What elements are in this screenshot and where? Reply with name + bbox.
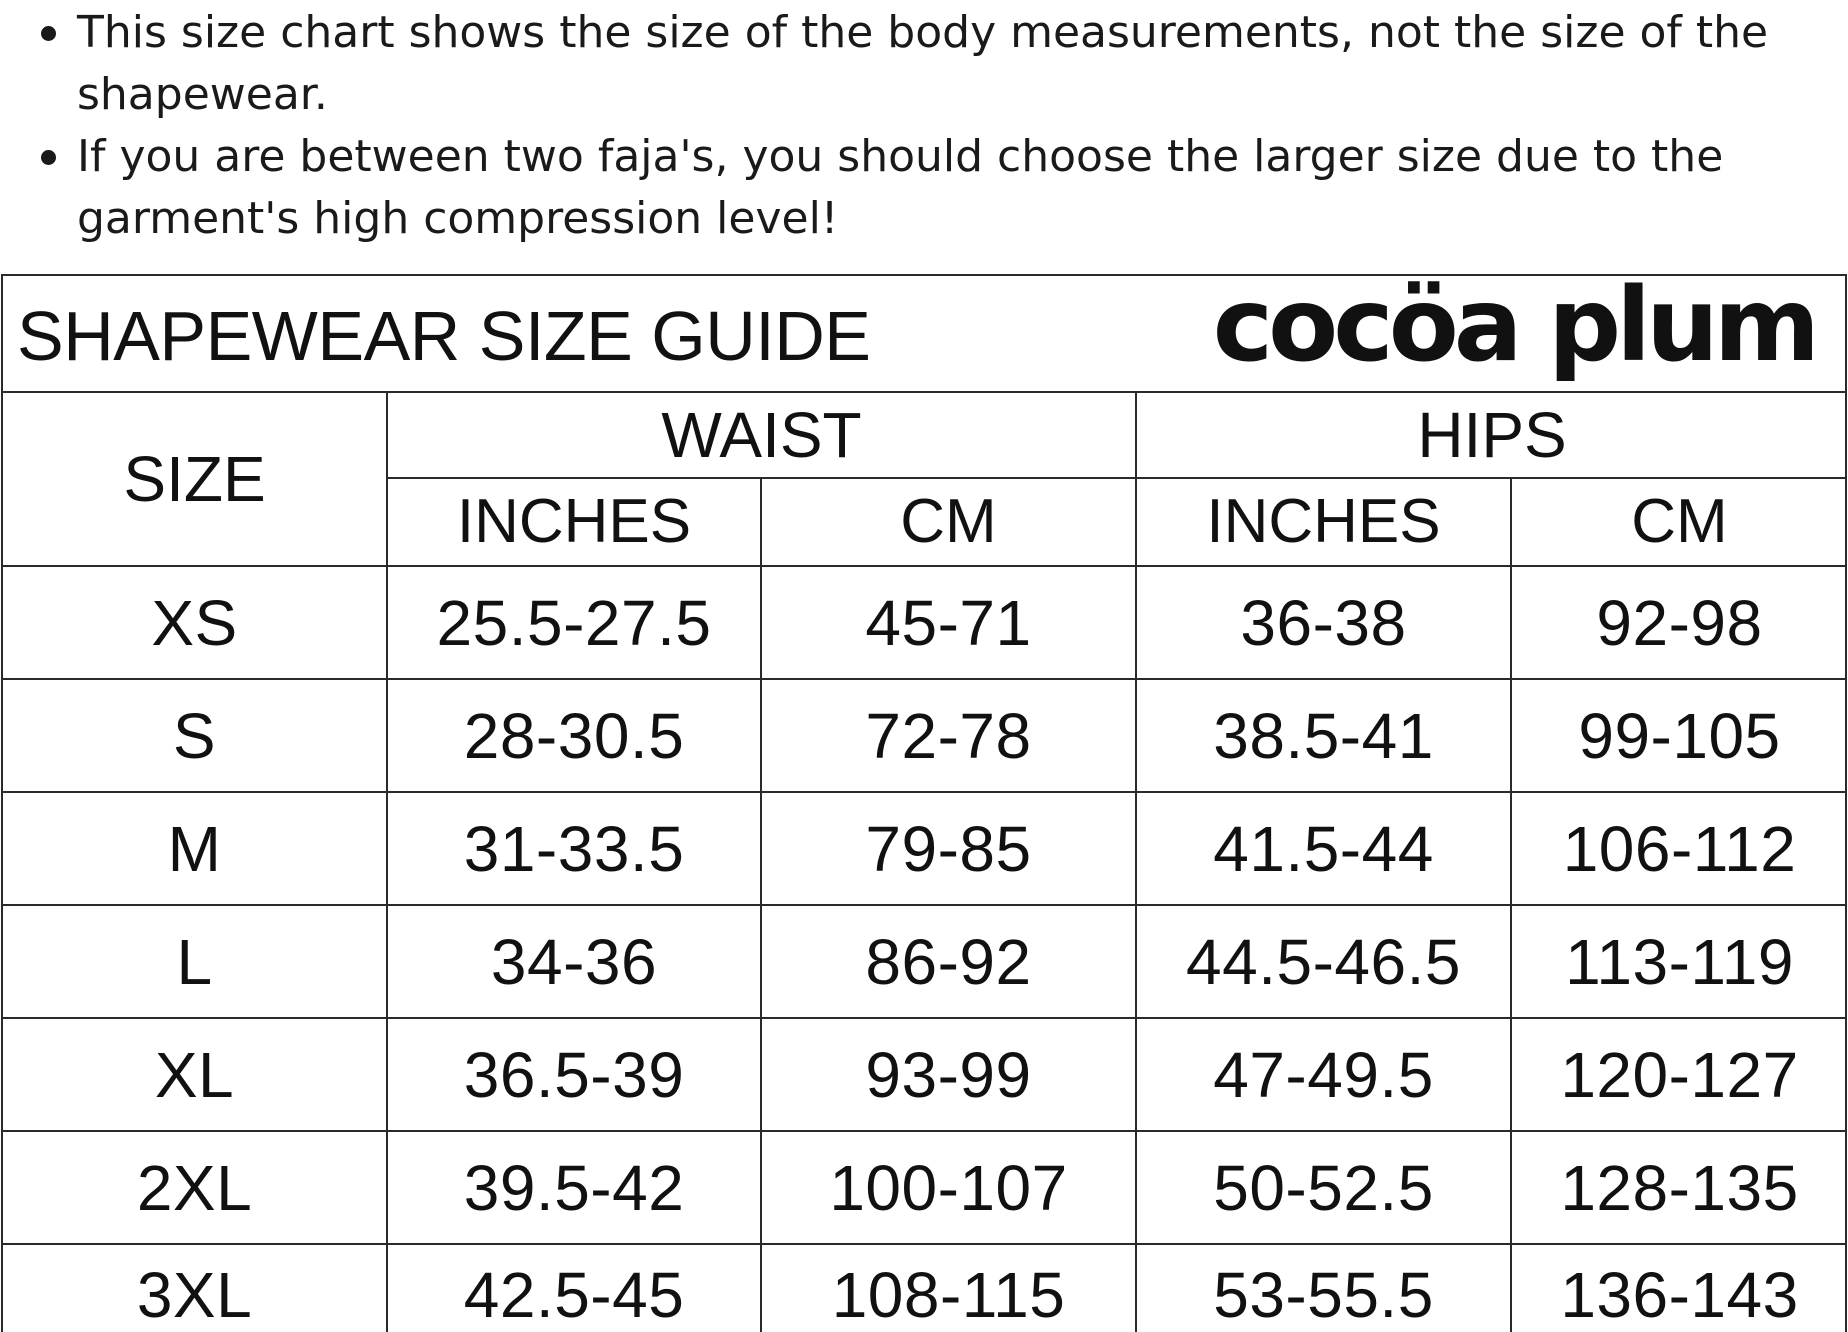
waist-cm-cell: 100-107 [761, 1131, 1136, 1244]
hips-cm-cell: 92-98 [1511, 566, 1847, 679]
note-body-measurements [0, 2, 1848, 126]
size-guide-title: SHAPEWEAR SIZE GUIDE [17, 297, 871, 375]
waist-inches-cell: 25.5-27.5 [387, 566, 761, 679]
column-header-hips-cm: CM [1511, 478, 1847, 566]
size-cell: S [3, 679, 387, 792]
table-row [3, 1244, 1847, 1332]
note-text: This size chart shows the size of the body measurements, not the size of the shapewear. [77, 7, 1769, 120]
size-cell: XL [3, 1018, 387, 1131]
size-notes [0, 0, 1848, 250]
waist-inches-cell: 31-33.5 [387, 792, 761, 905]
size-table [3, 393, 1847, 1332]
size-guide-header [3, 276, 1845, 393]
column-header-waist-inches: INCHES [387, 478, 761, 566]
hips-cm-cell: 99-105 [1511, 679, 1847, 792]
hips-inches-cell: 36-38 [1136, 566, 1511, 679]
table-row [3, 679, 1847, 792]
hips-inches-cell: 53-55.5 [1136, 1244, 1511, 1332]
waist-cm-cell: 72-78 [761, 679, 1136, 792]
table-row [3, 905, 1847, 1018]
brand-logo: cocöa plum [1212, 274, 1815, 385]
hips-inches-cell: 44.5-46.5 [1136, 905, 1511, 1018]
waist-inches-cell: 36.5-39 [387, 1018, 761, 1131]
size-cell: XS [3, 566, 387, 679]
hips-cm-cell: 106-112 [1511, 792, 1847, 905]
table-header-row [3, 393, 1847, 478]
size-guide [1, 274, 1847, 1332]
table-row [3, 566, 1847, 679]
hips-inches-cell: 38.5-41 [1136, 679, 1511, 792]
size-cell: 3XL [3, 1244, 387, 1332]
bullet-icon [41, 26, 56, 41]
waist-cm-cell: 86-92 [761, 905, 1136, 1018]
note-between-sizes [0, 126, 1848, 250]
hips-cm-cell: 120-127 [1511, 1018, 1847, 1131]
waist-cm-cell: 79-85 [761, 792, 1136, 905]
waist-inches-cell: 34-36 [387, 905, 761, 1018]
waist-cm-cell: 108-115 [761, 1244, 1136, 1332]
waist-inches-cell: 28-30.5 [387, 679, 761, 792]
hips-inches-cell: 41.5-44 [1136, 792, 1511, 905]
waist-cm-cell: 93-99 [761, 1018, 1136, 1131]
column-header-size: SIZE [3, 393, 387, 566]
hips-cm-cell: 136-143 [1511, 1244, 1847, 1332]
size-cell: L [3, 905, 387, 1018]
note-text: If you are between two faja's, you should choose the larger size due to the garment's high compression level! [77, 131, 1724, 244]
column-header-waist-cm: CM [761, 478, 1136, 566]
waist-inches-cell: 39.5-42 [387, 1131, 761, 1244]
waist-cm-cell: 45-71 [761, 566, 1136, 679]
column-header-hips-inches: INCHES [1136, 478, 1511, 566]
hips-inches-cell: 47-49.5 [1136, 1018, 1511, 1131]
size-cell: 2XL [3, 1131, 387, 1244]
waist-inches-cell: 42.5-45 [387, 1244, 761, 1332]
hips-inches-cell: 50-52.5 [1136, 1131, 1511, 1244]
column-group-hips: HIPS [1136, 393, 1847, 478]
hips-cm-cell: 128-135 [1511, 1131, 1847, 1244]
size-cell: M [3, 792, 387, 905]
column-group-waist: WAIST [387, 393, 1136, 478]
table-row [3, 1018, 1847, 1131]
hips-cm-cell: 113-119 [1511, 905, 1847, 1018]
table-row [3, 792, 1847, 905]
bullet-icon [41, 150, 56, 165]
table-row [3, 1131, 1847, 1244]
